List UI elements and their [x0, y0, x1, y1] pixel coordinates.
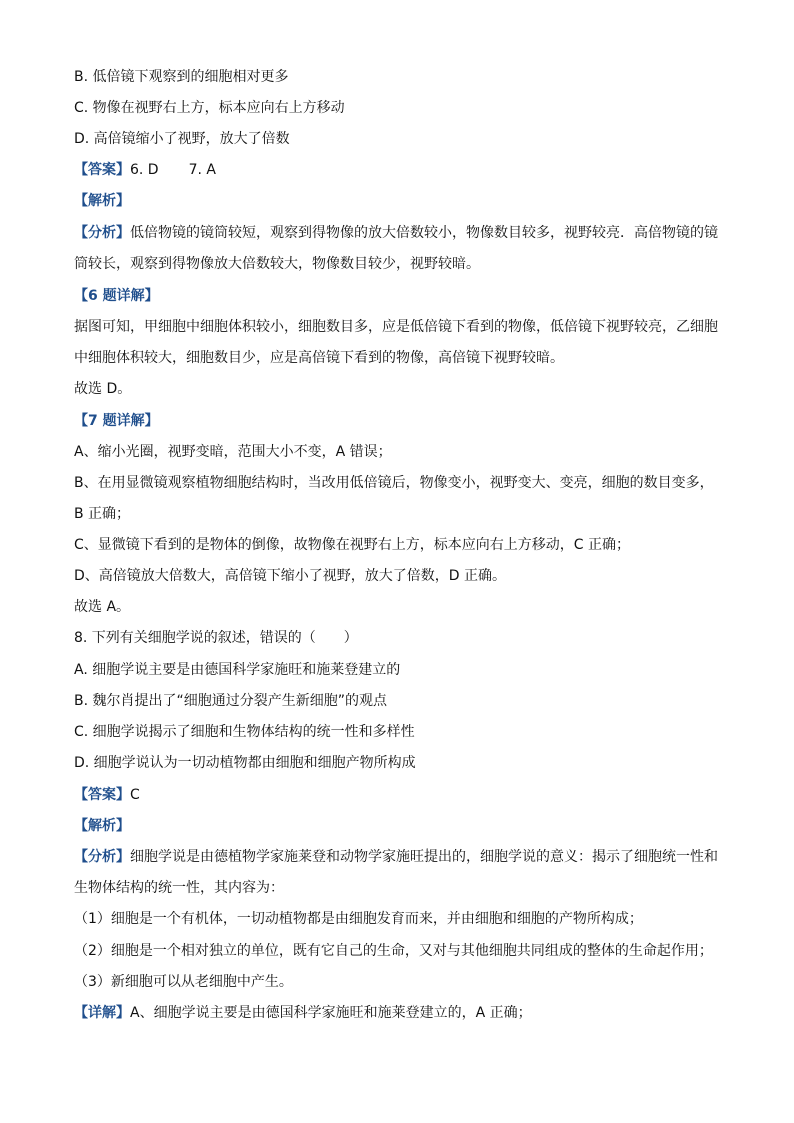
detail7-line-3: B 正确；: [74, 506, 131, 522]
q8-option-a: A. 细胞学说主要是由德国科学家施旺和施莱登建立的: [74, 662, 401, 678]
explain-tag-8: [74, 817, 130, 835]
q8-option-d: D. 细胞学说认为一切动植物都由细胞和细胞产物所构成: [74, 755, 416, 771]
q8-option-c: C. 细胞学说揭示了细胞和生物体结构的统一性和多样性: [74, 724, 415, 740]
answer8-value: C: [130, 787, 140, 803]
analysis-tag: 【分析】: [74, 225, 130, 241]
answer-tag: 【答案】: [74, 162, 130, 178]
analysis-text: 低倍物镜的镜筒较短，观察到得物像的放大倍数较小，物像数目较多，视野较亮．高倍物镜的镜: [130, 225, 718, 241]
analysis-6-7-line-1: [74, 224, 718, 242]
analysis8-text: 细胞学说是由德植物学家施莱登和动物学家施旺提出的，细胞学说的意义：揭示了细胞统一性和: [130, 849, 718, 865]
explain-tag-6-7: [74, 192, 130, 210]
detail6-conclusion: 故选 D。: [74, 381, 132, 397]
detail7-tag: 【7 题详解】: [74, 413, 159, 429]
detail8-line-1: [74, 1004, 532, 1022]
q7-option-c: C. 物像在视野右上方，标本应向右上方移动: [74, 100, 345, 116]
q8-stem: 8. 下列有关细胞学说的叙述，错误的（ ）: [74, 630, 358, 646]
theory-point-3: （3）新细胞可以从老细胞中产生。: [74, 974, 293, 990]
answer-8: [74, 786, 140, 804]
detail8-text: A、细胞学说主要是由德国科学家施旺和施莱登建立的，A 正确；: [130, 1005, 532, 1021]
answer-q7: 7. A: [188, 162, 216, 178]
theory-point-1: （1）细胞是一个有机体，一切动植物都是由细胞发育而来，并由细胞和细胞的产物所构成；: [74, 911, 643, 927]
detail7-line-5: D、高倍镜放大倍数大，高倍镜下缩小了视野，放大了倍数，D 正确。: [74, 568, 507, 584]
q7-option-b: B. 低倍镜下观察到的细胞相对更多: [74, 69, 289, 85]
q8-option-b: B. 魏尔肖提出了“细胞通过分裂产生新细胞”的观点: [74, 693, 388, 709]
q7-option-d: D. 高倍镜缩小了视野，放大了倍数: [74, 131, 290, 147]
detail7-line-2: B、在用显微镜观察植物细胞结构时，当改用低倍镜后，物像变小，视野变大、变亮，细胞的数目变多，: [74, 475, 714, 491]
analysis-8-line-1: [74, 848, 718, 866]
detail7-line-1: A、缩小光圈，视野变暗，范围大小不变，A 错误；: [74, 444, 392, 460]
detail7-line-4: C、显微镜下看到的是物体的倒像，故物像在视野右上方，标本应向右上方移动，C 正确；: [74, 537, 630, 553]
explain-tag: 【解析】: [74, 193, 130, 209]
analysis-8-line-2: 生物体结构的统一性，其内容为：: [74, 880, 284, 896]
answer-q6: 6. D: [130, 162, 159, 178]
detail7-conclusion: 故选 A。: [74, 599, 131, 615]
explain8-tag: 【解析】: [74, 818, 130, 834]
detail6-tag: 【6 题详解】: [74, 288, 159, 304]
detail7-heading: [74, 412, 159, 430]
answer-6-7: [74, 161, 216, 179]
detail6-line-2: 中细胞体积较大，细胞数目少，应是高倍镜下看到的物像，高倍镜下视野较暗。: [74, 350, 564, 366]
answer8-tag: 【答案】: [74, 787, 130, 803]
analysis-6-7-line-2: 筒较长，观察到得物像放大倍数较大，物像数目较少，视野较暗。: [74, 256, 480, 272]
detail8-tag: 【详解】: [74, 1005, 130, 1021]
detail6-heading: [74, 287, 159, 305]
theory-point-2: （2）细胞是一个相对独立的单位，既有它自己的生命，又对与其他细胞共同组成的整体的生命起作用；: [74, 943, 713, 959]
detail6-line-1: 据图可知，甲细胞中细胞体积较小，细胞数目多，应是低倍镜下看到的物像，低倍镜下视野较亮，乙细胞: [74, 319, 718, 335]
analysis8-tag: 【分析】: [74, 849, 130, 865]
